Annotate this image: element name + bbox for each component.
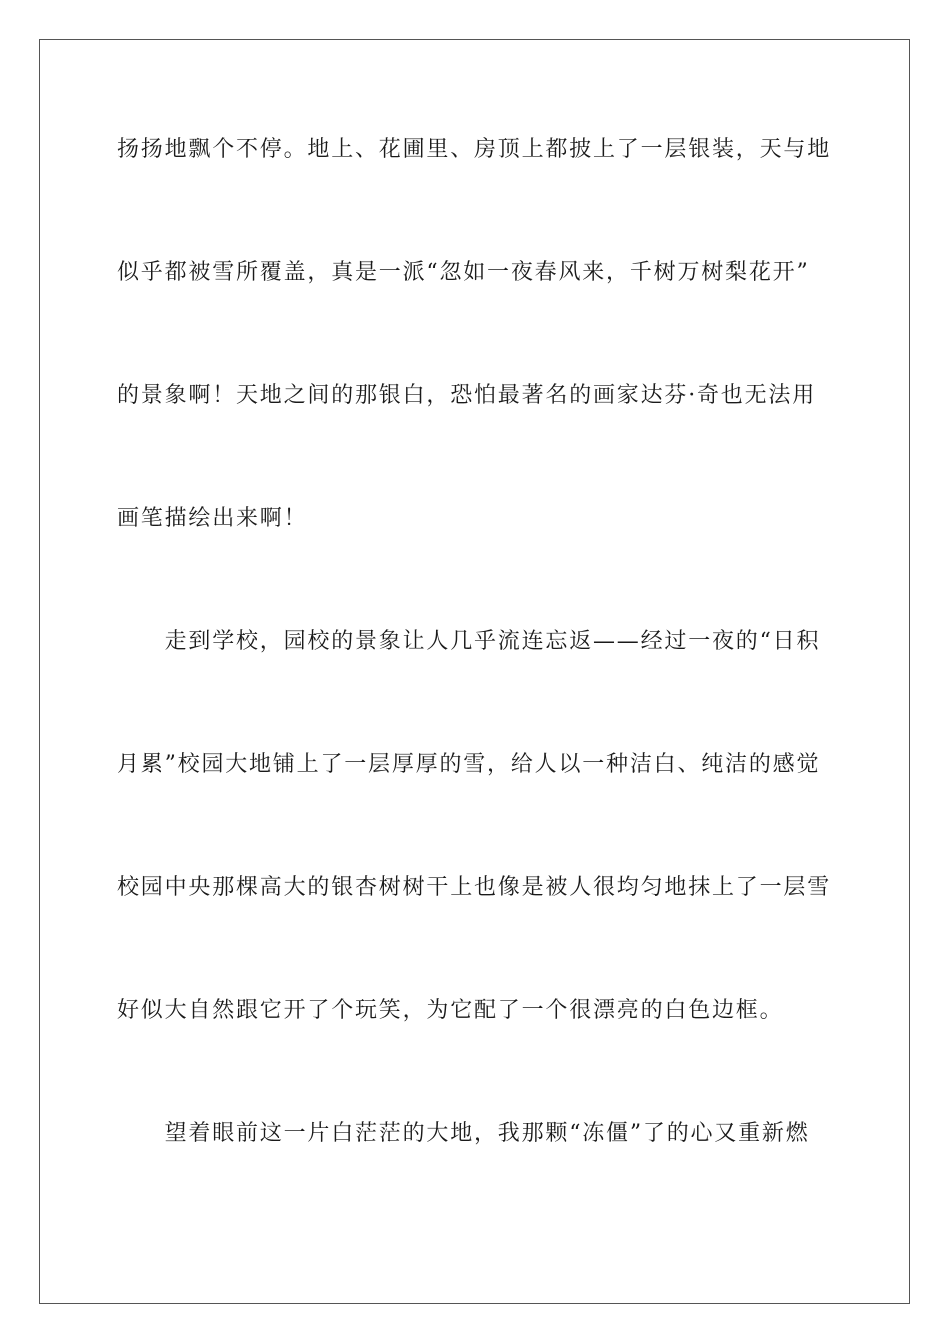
text-line-5: 走到学校，园校的景象让人几乎流连忘返——经过一夜的“日积	[117, 629, 821, 654]
text-line-2: 似乎都被雪所覆盖，真是一派“忽如一夜春风来，千树万树梨花开”	[117, 260, 810, 285]
text-line-6: 月累”校园大地铺上了一层厚厚的雪，给人以一种洁白、纯洁的感觉	[117, 752, 821, 777]
text-line-9: 望着眼前这一片白茫茫的大地，我那颗“冻僵”了的心又重新燃	[117, 1121, 810, 1146]
document-body	[117, 128, 837, 1235]
text-line-4: 画笔描绘出来啊！	[117, 506, 308, 531]
text-line-8: 好似大自然跟它开了个玩笑，为它配了一个很漂亮的白色边框。	[117, 998, 784, 1023]
text-line-3: 的景象啊！天地之间的那银白，恐怕最著名的画家达芬·奇也无法用	[117, 383, 816, 408]
text-line-7: 校园中央那棵高大的银杏树树干上也像是被人很均匀地抹上了一层雪	[117, 875, 832, 900]
text-line-1: 扬扬地飘个不停。地上、花圃里、房顶上都披上了一层银装，天与地	[117, 137, 832, 162]
